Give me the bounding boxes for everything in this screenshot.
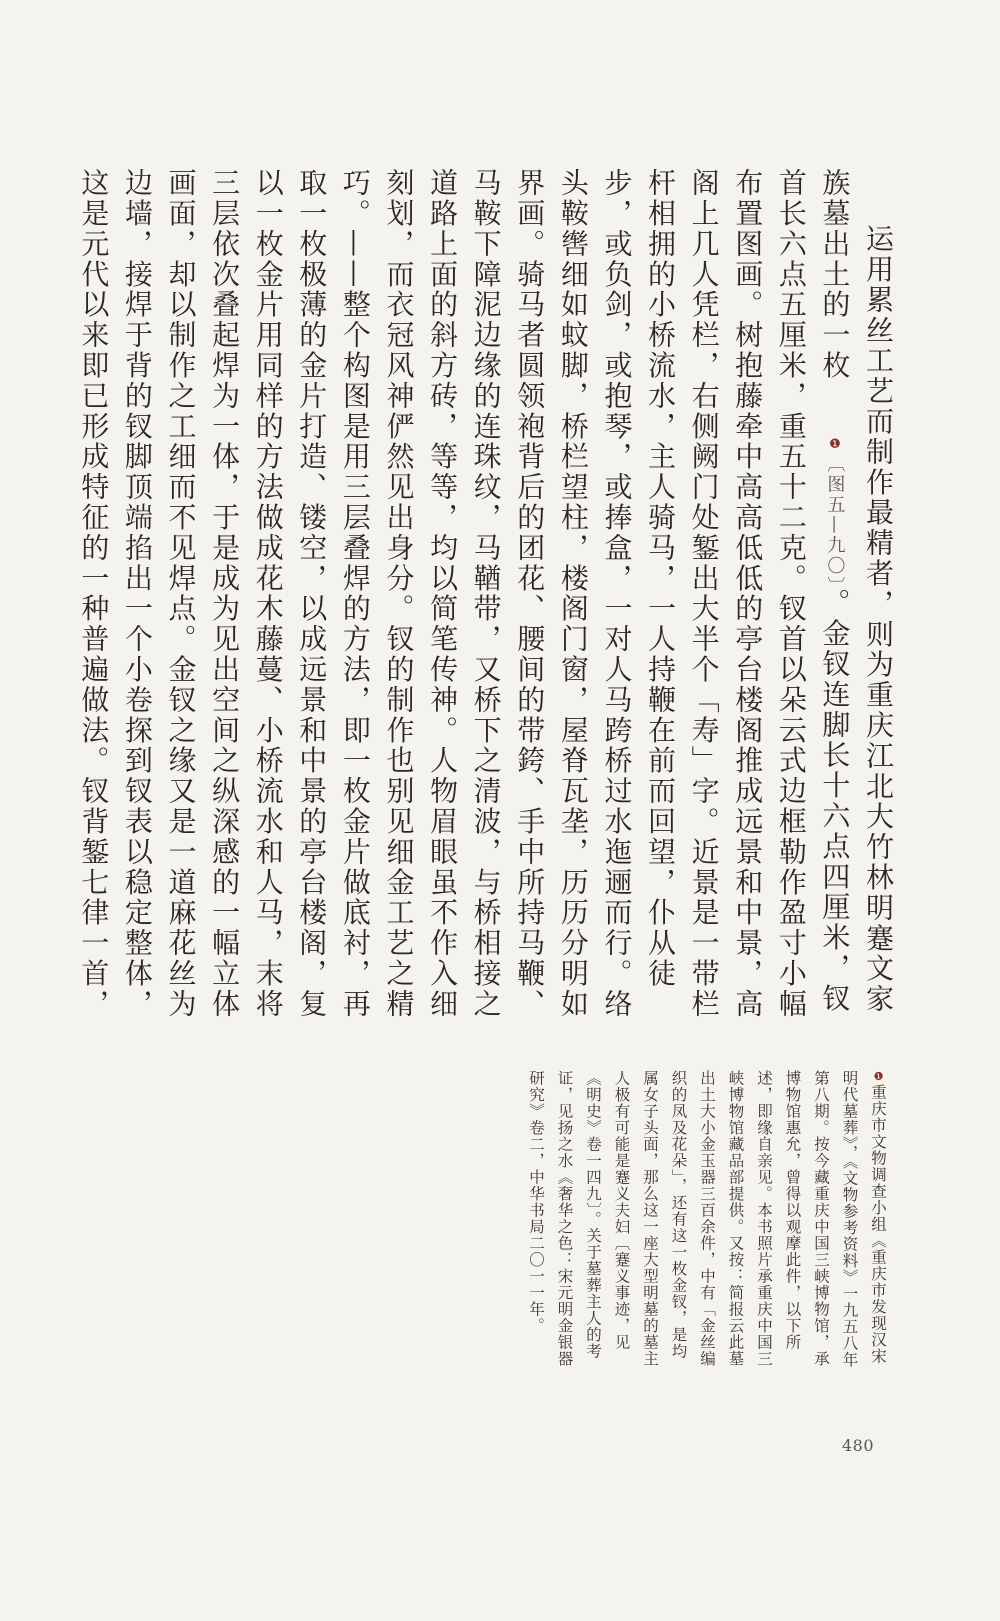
footnote-aside: 〔蹇义事迹，见《明史》卷一四九〕 [584,1070,631,1351]
page-number: 480 [842,1436,875,1455]
footnote-block [522,1070,893,1370]
body-text-segment: 运用累丝工艺而制作最精者，则为重庆江北大竹林明蹇文家族墓出土的一枚 [818,168,895,1015]
body-text-segment: 。金钗连脚长十六点四厘米，钗首长六点五厘米，重五十二克。钗首以朵云式边框勒作盈寸小幅布置图画。树抱藤牵中高高低低的亭台楼阁推成远景和中景，高阁上几人凭栏，右侧阙门处錾出大半个「寿」字。近景是一带栏杆相拥的小桥流水，主人骑马，一人持鞭在前而回望，仆从徒步，或负剑，或抱琴，或捧盒，一对人马跨桥过水迤逦而行。络头鞍辔细如蚊脚，桥栏望柱，楼阁门窗，屋脊瓦垄，历历分明如界画。骑马者圆领袍背后的团花、腰间的带銙、手中所持马鞭、马鞍下障泥边缘的连珠纹，马鞧带，又桥下之清波，与桥相接之道路上面的斜方砖，等等，均以简笔传神。人物眉眼虽不作入细刻划，而衣冠风神俨然见出身分。钗的制作也别见细金工艺之精巧。——整个构图是用三层叠焊的方法，即一枚金片做底衬，再取一枚极薄的金片打造、镂空，以成远景和中景的亭台楼阁，复以一枚金片用同样的方法做成花木藤蔓、小桥流水和人马，末将三层依次叠起焊为一体，于是成为见出空间之纵深感的一幅立体画面，却以制作之工细而不见焊点。金钗之缘又是一道麻花丝为边墙，接焊于背的钗脚顶端掐出一个小卷探到钗表以稳定整体，这是元代以来即已形成特征的一种普遍做法。钗背錾七律一首， [77,168,852,1020]
body-paragraph [72,168,900,1020]
figure-reference: 〔图五—九〇〕 [824,454,846,589]
footnote-reference-marker[interactable]: ❶ [827,436,843,455]
main-body-text [72,168,900,1020]
footnote-text: 。关于墓葬主人的考证，见扬之水《奢华之色：宋元明金银器研究》卷二，中华书局二〇一一年。 [527,1070,602,1367]
footnote-marker: ❶ [872,1070,885,1084]
footnote-text: 重庆市文物调查小组《重庆市发现汉宋明代墓葬》，《文物参考资料》一九五八年第八期。按今藏重庆中国三峡博物馆，承博物馆惠允，曾得以观摩此件，以下所述，即缘自亲见。本书照片承重庆中国三峡博物馆藏品部提供。又按：简报云此墓出土大小金玉器三百余件，中有「金丝编织的凤及花朵」，还有这一枚金钗，是均属女子头面，那么这一座大型明墓的墓主人极有可能是蹇义夫妇 [612,1070,887,1368]
footnote-entry [522,1070,893,1370]
